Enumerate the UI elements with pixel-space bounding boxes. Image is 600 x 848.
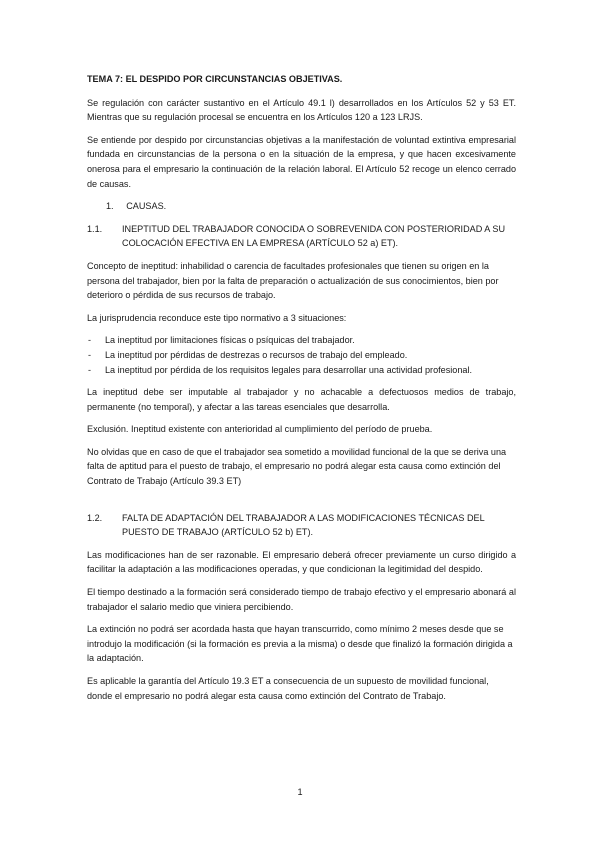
document-title: TEMA 7: EL DESPIDO POR CIRCUNSTANCIAS OBJETIVAS. — [87, 74, 343, 84]
document-body — [87, 72, 516, 711]
paragraph-concepto: Concepto de ineptitud: inhabilidad o carencia de facultades profesionales que tienen su origen en la persona del trabajador, bien por la falta de preparación o actualización de sus conocimientos, bien por deterioro o pérdida de sus recursos de trabajo. — [87, 260, 499, 301]
list-item: - La ineptitud por pérdidas de destrezas o recursos de trabajo del empleado. — [88, 349, 408, 360]
section-number: 1.1. — [87, 223, 103, 234]
paragraph-exclusion: Exclusión. Ineptitud existente con anterioridad al cumplimiento del período de prueba. — [87, 424, 433, 435]
paragraph-imputable: La ineptitud debe ser imputable al trabajador y no achacable a defectuosos medios de trabajo, permanente (no temporal), y afectar a las tareas esenciales que desarrolla. — [87, 387, 516, 412]
paragraph-movilidad: No olvidas que en caso de que el trabajador sea sometido a movilidad funcional de la que se deriva una falta de aptitud para el puesto de trabajo, el empresario no podrá alegar esta causa como extinción del Contrato de Trabajo (Artículo 39.3 ET) — [87, 446, 507, 487]
paragraph-garantia: Es aplicable la garantía del Artículo 19.3 ET a consecuencia de un supuesto de movilidad funcional, donde el empresario no podrá alegar esta causa como extinción del Contrato de Trabajo. — [87, 676, 489, 701]
situaciones-list — [87, 333, 516, 377]
list-item: - La ineptitud por limitaciones físicas o psíquicas del trabajador. — [88, 335, 355, 346]
section-title: FALTA DE ADAPTACIÓN DEL TRABAJADOR A LAS MODIFICACIONES TÉCNICAS DEL PUESTO DE TRABAJO (ARTÍCULO 52 b) ET). — [122, 512, 485, 538]
intro-paragraph-regulacion: Se regulación con carácter sustantivo en el Artículo 49.1 l) desarrollados en los Artículos 52 y 53 ET. Mientras que su regulación procesal se encuentra en los Artículos 120 a 123 LRJS. — [87, 97, 516, 123]
section-heading-falta-adaptacion — [87, 511, 516, 540]
list-item: - La ineptitud por pérdida de los requisitos legales para desarrollar una actividad profesional. — [88, 364, 473, 375]
page-number: 1 — [297, 787, 303, 797]
causas-label: CAUSAS. — [126, 201, 167, 212]
paragraph-modificaciones: Las modificaciones han de ser razonable. El empresario deberá ofrecer previamente un curso dirigido a facilitar la adaptación a las modificaciones operadas, y que condicionan la legitimidad del despido. — [87, 549, 516, 575]
paragraph-tiempo-formacion: El tiempo destinado a la formación será considerado tiempo de trabajo efectivo y el empresario abonará al trabajador el salario medio que viniera percibiendo. — [87, 587, 516, 612]
intro-paragraph-definicion: Se entiende por despido por circunstancias objetivas a la manifestación de voluntad extintiva empresarial fundada en circunstancias de la persona o en la situación de la empresa, y que hacen excesivamente onerosa para el empresario la continuación de la relación laboral. El Artículo 52 recoge un elenco cerrado de causas. — [87, 134, 516, 189]
causas-number: 1. — [106, 201, 114, 212]
paragraph-extincion: La extinción no podrá ser acordada hasta que hayan transcurrido, como mínimo 2 meses desde que se introdujo la modificación (si la formación es previa a la misma) o desde que finalizó la formación dirigida a la adaptación. — [87, 624, 513, 664]
section-number: 1.2. — [87, 512, 103, 523]
causas-heading — [87, 199, 516, 214]
section-title: INEPTITUD DEL TRABAJADOR CONOCIDA O SOBREVENIDA CON POSTERIORIDAD A SU COLOCACIÓN EFECTIVA EN LA EMPRESA (ARTÍCULO 52 a) ET). — [122, 223, 506, 249]
section-heading-ineptitud — [87, 222, 516, 251]
paragraph-jurisprudencia: La jurisprudencia reconduce este tipo normativo a 3 situaciones: — [87, 312, 347, 323]
